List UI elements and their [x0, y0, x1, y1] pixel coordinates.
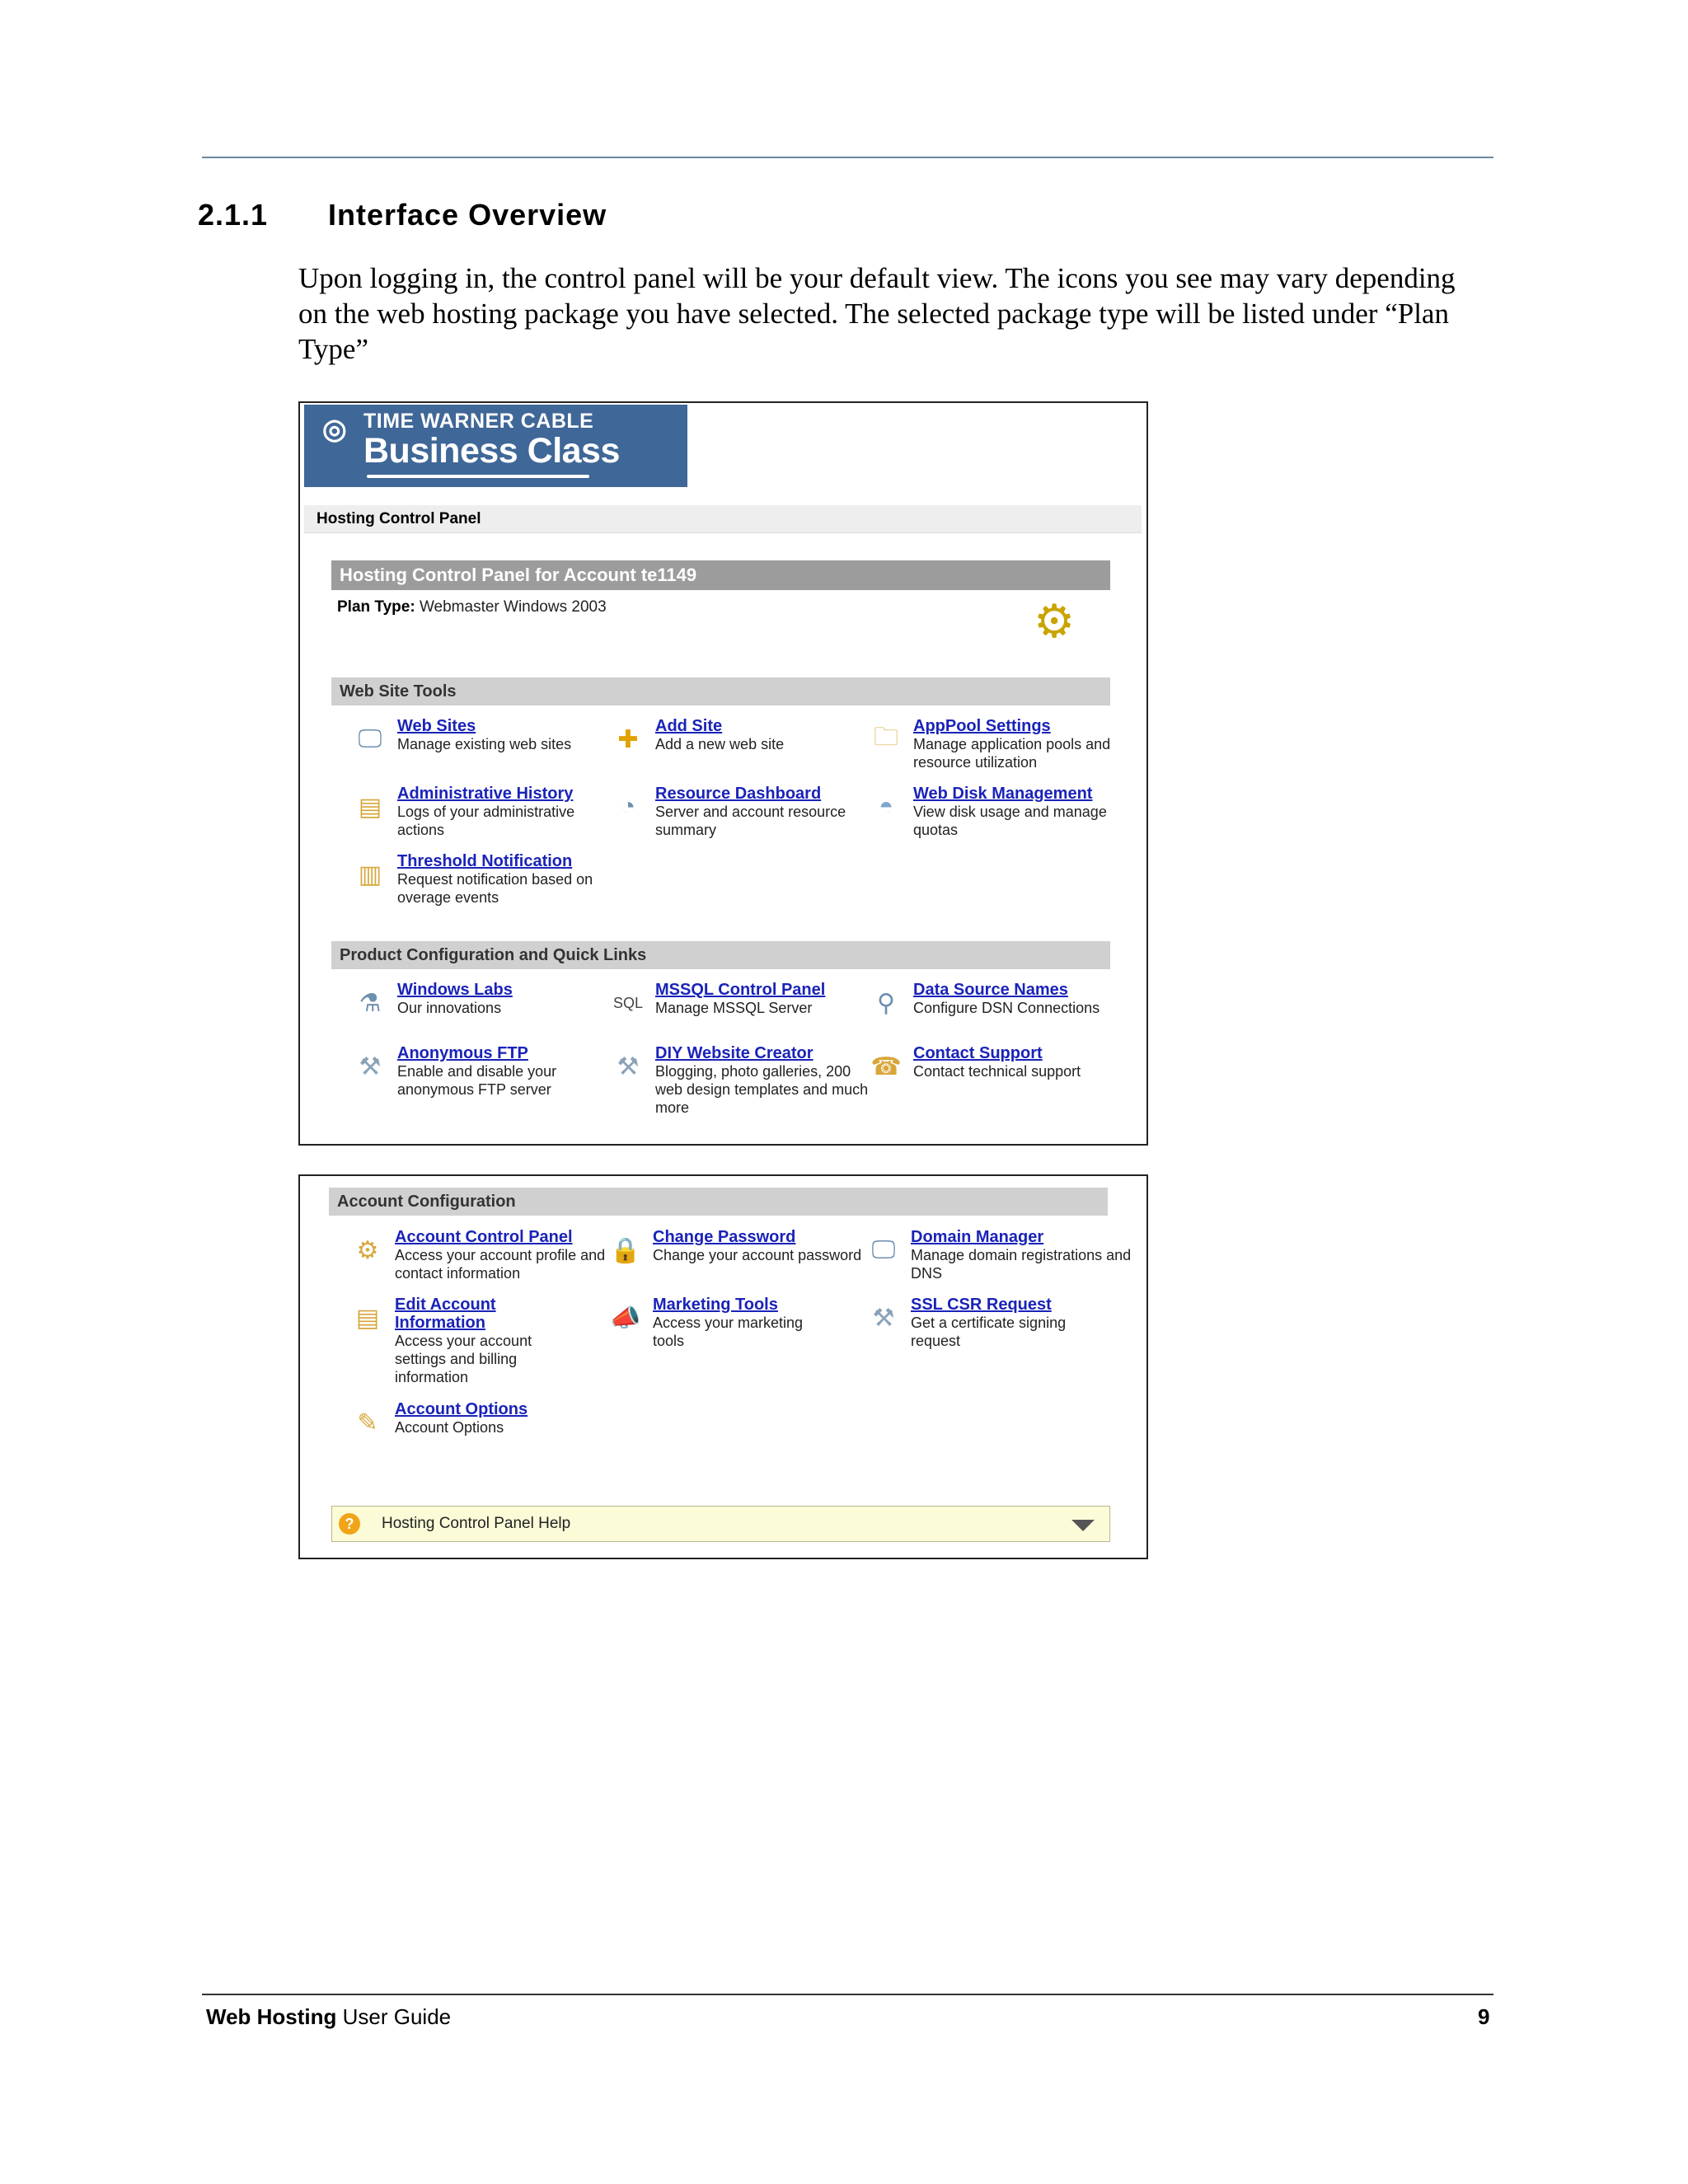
- dashboard-icon: ◔: [620, 793, 636, 820]
- add-site-icon: ✚: [617, 725, 639, 753]
- windows-labs-link[interactable]: Windows Labs: [397, 981, 513, 999]
- windows-labs-desc: Our innovations: [397, 1000, 502, 1016]
- lock-icon: 🔒: [610, 1236, 641, 1264]
- logo-main-text: Business Class: [363, 431, 620, 471]
- domain-manager-desc: Manage domain registrations and DNS: [911, 1247, 1132, 1282]
- change-password-link[interactable]: Change Password: [653, 1228, 796, 1246]
- edit-account-information-desc: Access your account settings and billing information: [395, 1333, 532, 1385]
- resource-dashboard-desc: Server and account resource summary: [655, 804, 846, 838]
- domain-manager-link[interactable]: Domain Manager: [911, 1228, 1044, 1246]
- account-control-panel-desc: Access your account profile and contact information: [395, 1247, 606, 1282]
- footer-title: [206, 2004, 451, 2030]
- web-sites-link[interactable]: Web Sites: [397, 717, 476, 735]
- tools-icon: ⚒: [617, 1052, 640, 1080]
- plan-type: [337, 598, 607, 616]
- logo-top-text: TIME WARNER CABLE: [363, 410, 594, 433]
- chart-icon: ▥: [358, 860, 382, 888]
- account-header: Hosting Control Panel for Account te1149: [331, 560, 1110, 590]
- tools-icon: ⚒: [359, 1052, 382, 1080]
- account-options-link[interactable]: Account Options: [395, 1400, 528, 1418]
- brand-logo: [304, 405, 687, 487]
- disk-icon: ◓: [878, 793, 894, 820]
- tools-icon: ⚒: [872, 1304, 895, 1332]
- web-disk-management-link[interactable]: Web Disk Management: [913, 785, 1093, 803]
- control-panel-icon: ⚙: [356, 1236, 379, 1264]
- add-site-link[interactable]: Add Site: [655, 717, 723, 735]
- administrative-history-desc: Logs of your administrative actions: [397, 804, 575, 838]
- marketing-tools-link[interactable]: Marketing Tools: [653, 1296, 778, 1314]
- options-icon: ✎: [357, 1408, 378, 1436]
- logo-eye-icon: ◎: [322, 414, 347, 445]
- intro-paragraph: Upon logging in, the control panel will be your default view. The icons you see may vary depending on the web hosting package you have selected. The selected package type will be listed under “Plan Type”: [298, 262, 1456, 365]
- add-site-desc: Add a new web site: [655, 736, 785, 752]
- account-control-panel-link[interactable]: Account Control Panel: [395, 1228, 573, 1246]
- product-config-heading: Product Configuration and Quick Links: [331, 941, 1110, 969]
- administrative-history-link[interactable]: Administrative History: [397, 785, 574, 803]
- marketing-tools-desc: Access your marketing tools: [653, 1315, 804, 1349]
- account-config-heading: Account Configuration: [329, 1188, 1108, 1216]
- account-options-desc: Account Options: [395, 1419, 504, 1436]
- apppool-settings-desc: Manage application pools and resource utilization: [913, 736, 1111, 771]
- dsn-icon: ⚲: [877, 989, 895, 1017]
- edit-account-icon: ▤: [355, 1304, 380, 1332]
- web-site-tools-heading: Web Site Tools: [331, 677, 1110, 705]
- data-source-names-link[interactable]: Data Source Names: [913, 981, 1068, 999]
- support-icon: ☎: [870, 1052, 902, 1080]
- change-password-desc: Change your account password: [653, 1247, 862, 1263]
- footer-rule: [202, 1994, 1493, 1995]
- header-rule: [202, 157, 1493, 158]
- monitor-icon: 🖵: [358, 725, 382, 752]
- resource-dashboard-link[interactable]: Resource Dashboard: [655, 785, 822, 803]
- account-config-screenshot: [298, 1174, 1148, 1559]
- folder-gear-icon: 🗀: [874, 723, 898, 751]
- ssl-csr-request-link[interactable]: SSL CSR Request: [911, 1296, 1052, 1314]
- footer-title-rest: User Guide: [336, 2004, 452, 2029]
- edit-account-information-link[interactable]: Edit Account Information: [395, 1296, 496, 1332]
- ssl-csr-request-desc: Get a certificate signing request: [911, 1315, 1067, 1349]
- anonymous-ftp-desc: Enable and disable your anonymous FTP server: [397, 1063, 557, 1098]
- web-disk-management-desc: View disk usage and manage quotas: [913, 804, 1107, 838]
- data-source-names-desc: Configure DSN Connections: [913, 1000, 1100, 1016]
- logo-swoosh: [367, 475, 589, 478]
- section-title: Interface Overview: [328, 198, 607, 232]
- threshold-notification-link[interactable]: Threshold Notification: [397, 852, 573, 870]
- contact-support-desc: Contact technical support: [913, 1063, 1081, 1080]
- diy-website-creator-link[interactable]: DIY Website Creator: [655, 1044, 814, 1062]
- history-icon: ▤: [358, 793, 382, 821]
- footer-title-bold: Web Hosting: [206, 2004, 337, 2029]
- chevron-down-icon[interactable]: [1071, 1520, 1095, 1531]
- section-number: 2.1.1: [198, 198, 269, 232]
- threshold-notification-desc: Request notification based on overage events: [397, 871, 593, 906]
- web-sites-desc: Manage existing web sites: [397, 736, 572, 752]
- mssql-control-panel-link[interactable]: MSSQL Control Panel: [655, 981, 826, 999]
- plan-type-label: Plan Type:: [337, 598, 415, 616]
- plan-type-value: Webmaster Windows 2003: [419, 598, 607, 616]
- domain-icon: 🖵: [871, 1236, 896, 1263]
- labs-icon: ⚗: [359, 989, 382, 1017]
- contact-support-link[interactable]: Contact Support: [913, 1044, 1043, 1062]
- help-icon: ?: [339, 1513, 360, 1535]
- anonymous-ftp-link[interactable]: Anonymous FTP: [397, 1044, 528, 1062]
- megaphone-icon: 📣: [610, 1304, 641, 1332]
- control-panel-screenshot: [298, 401, 1148, 1146]
- help-bar-label: Hosting Control Panel Help: [382, 1515, 571, 1532]
- apppool-settings-link[interactable]: AppPool Settings: [913, 717, 1051, 735]
- mssql-control-panel-desc: Manage MSSQL Server: [655, 1000, 813, 1016]
- help-bar[interactable]: [331, 1506, 1110, 1542]
- diy-website-creator-desc: Blogging, photo galleries, 200 web design templates and much more: [655, 1063, 869, 1116]
- page-number: 9: [1478, 2004, 1490, 2029]
- settings-doc-icon: ⚙: [1034, 595, 1076, 647]
- sql-icon: SQL: [612, 994, 644, 1011]
- hosting-control-panel-bar: Hosting Control Panel: [304, 505, 1142, 533]
